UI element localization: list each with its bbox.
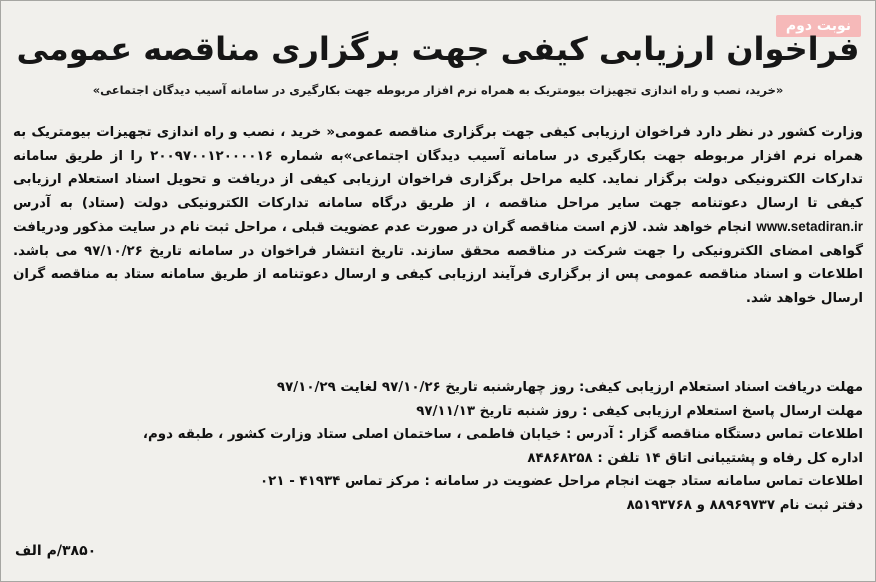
body-text-before-url: وزارت کشور در نظر دارد فراخوان ارزیابی کیفی جهت برگزاری مناقصه عمومی« خرید ، نصب و راه اندازی تجهیزات بیومتریک به همراه نرم افزار مربوطه جهت بکارگیری در سامانه آسیب دیدگان اجتماعی»به شماره ۲۰۰۹۷۰۰۱۲۰۰۰۰۱۶ را از طریق سامانه تدارکات الکترونیکی دولت برگزار نماید. کلیه مراحل برگزاری فراخوان ارزیابی کیفی از دریافت و تحویل اسناد استعلام ارزیابی کیفی تا ارسال دعوتنامه جهت سایر مراحل مناقصه ، از طریق درگاه سامانه تدارکات الکترونیکی دولت (ستاد) به آدرس [13,125,863,211]
notice-details [13,376,863,517]
deadline-receive-documents: مهلت دریافت اسناد استعلام ارزیابی کیفی: روز چهارشنبه تاریخ ۹۷/۱۰/۲۶ لغایت ۹۷/۱۰/۲۹ [276,380,863,395]
contact-address: اطلاعات تماس دستگاه مناقصه گزار : آدرس : خیابان فاطمی ، ساختمان اصلی ستاد وزارت کشور ، طبقه دوم، [142,427,863,442]
deadline-send-response: مهلت ارسال پاسخ استعلام ارزیابی کیفی : روز شنبه تاریخ ۹۷/۱۱/۱۳ [416,403,863,419]
notice-body [13,121,863,310]
setad-website-link[interactable]: www.setadiran.ir [756,219,863,234]
notice-subtitle: «خرید، نصب و راه اندازی تجهیزات بیومتریک به همراه نرم افزار مربوطه جهت بکارگیری در سامانه آسیب دیدگان اجتماعی» [92,83,784,97]
body-paragraph [13,121,863,310]
notice-reference-code: ۳۸۵۰/م الف [15,543,97,559]
notice-title: فراخوان ارزیابی کیفی جهت برگزاری مناقصه عمومی [16,30,860,68]
body-text-after-url: انجام خواهد شد. لازم است مناقصه گران در صورت عدم عضویت قبلی ، مراحل ثبت نام در سایت مذکور ودریافت گواهی امضای الکترونیکی را جهت شرکت در مناقصه محقق سازند. تاریخ انتشار فراخوان در سامانه تاریخ ۹۷/۱۰/۲۶ می باشد. اطلاعات و اسناد مناقصه عمومی پس از برگزاری فرآیند ارزیابی کیفی و ارسال دعوتنامه از طریق سامانه ستاد به مناقصه گران ارسال خواهد شد. [13,220,863,306]
setad-contact-center: اطلاعات تماس سامانه ستاد جهت انجام مراحل عضویت در سامانه : مرکز تماس ۴۱۹۳۴ - ۰۲۱ [260,474,863,489]
contact-office-phone: اداره کل رفاه و پشتیبانی اتاق ۱۴ تلفن : ۸۴۸۶۸۲۵۸ [527,450,863,466]
publication-round-badge: نوبت دوم [776,15,861,37]
registration-office-phones: دفتر ثبت نام ۸۸۹۶۹۷۳۷ و ۸۵۱۹۳۷۶۸ [626,497,863,513]
